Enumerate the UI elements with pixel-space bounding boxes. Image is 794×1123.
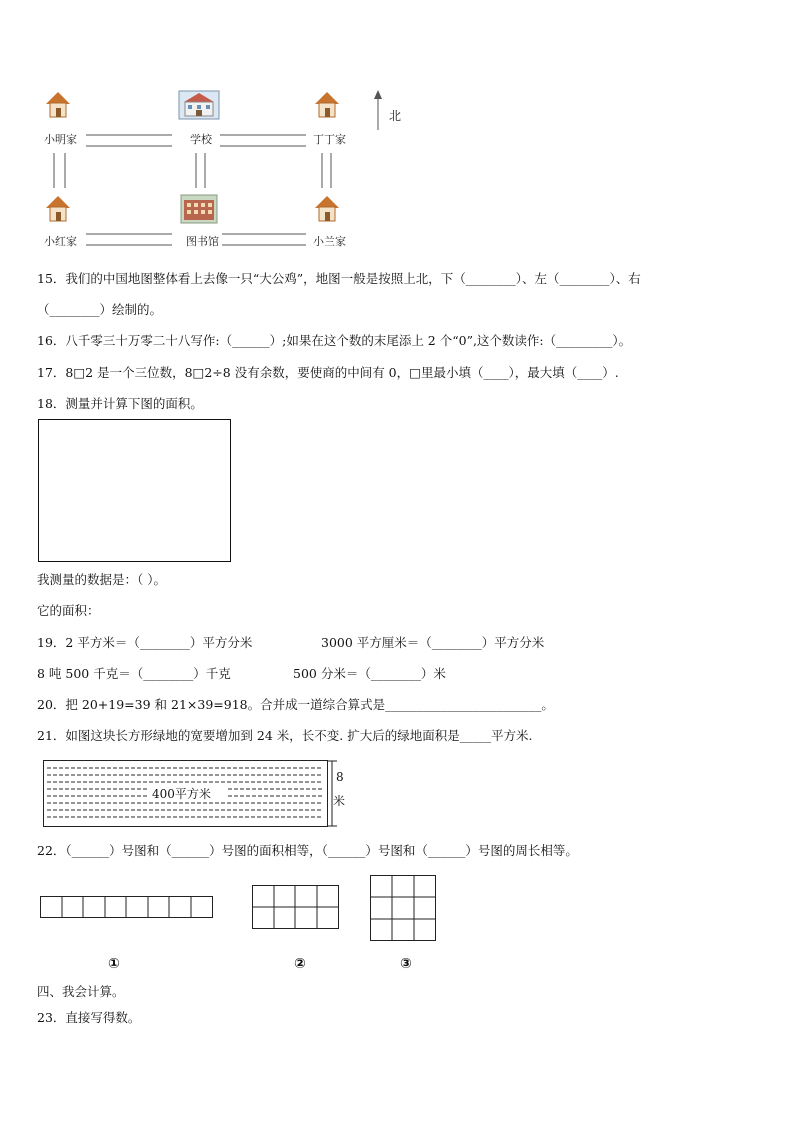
question-19-d: 500 分米＝（________）米 xyxy=(293,666,446,681)
figure-1-label: ① xyxy=(108,956,120,972)
map-roads xyxy=(0,0,794,260)
xiaolan-label: 小兰家 xyxy=(313,235,346,248)
xiaoming-label: 小明家 xyxy=(44,133,77,146)
question-19-c: 8 吨 500 千克＝（________）千克 xyxy=(37,666,231,681)
question-18-area: 它的面积： xyxy=(37,603,100,618)
xiaohong-label: 小红家 xyxy=(44,235,77,248)
figure-3-label: ③ xyxy=(400,956,412,972)
section-4-heading: 四、我会计算。 xyxy=(37,984,125,999)
school-label: 学校 xyxy=(190,133,212,146)
question-19-a: 19．2 平方米＝（________）平方分米 xyxy=(37,635,253,650)
question-19-b: 3000 平方厘米＝（________）平方分米 xyxy=(321,635,545,650)
question-22: 22．（______）号图和（______）号图的面积相等，（______）号图和（______）号图的周长相等。 xyxy=(37,843,578,858)
field-area-label: 400平方米 xyxy=(152,787,211,801)
question-21: 21．如图这块长方形绿地的宽要增加到 24 米，长不变. 扩大后的绿地面积是_____平方米. xyxy=(37,728,533,743)
question-18-title: 18．测量并计算下图的面积。 xyxy=(37,396,203,411)
measure-rectangle xyxy=(38,419,231,562)
dingding-label: 丁丁家 xyxy=(313,133,346,146)
question-15-line-1: 15．我们的中国地图整体看上去像一只“大公鸡”，地图一般是按照上北，下（________）、左（________）、右 xyxy=(37,271,641,286)
width-unit-label: 米 xyxy=(333,794,346,808)
library-label: 图书馆 xyxy=(186,235,219,248)
question-16: 16．八千零三十万零二十八写作:（______）;如果在这个数的末尾添上 2 个“0”,这个数读作:（_________）。 xyxy=(37,333,632,348)
figure-2-grid xyxy=(252,885,340,929)
question-15-line-2: （________）绘制的。 xyxy=(37,302,163,317)
question-17: 17．8□2 是一个三位数，8□2÷8 没有余数，要使商的中间有 0，□里最小填（____），最大填（____）. xyxy=(37,365,619,380)
question-20: 20．把 20+19=39 和 21×39=918。合并成一道综合算式是_________________________。 xyxy=(37,697,554,712)
question-18-measured: 我测量的数据是：（ ）。 xyxy=(37,572,166,587)
north-label: 北 xyxy=(389,109,402,123)
figure-3-grid xyxy=(370,875,437,942)
figure-2-label: ② xyxy=(294,956,306,972)
figure-1-grid xyxy=(40,896,215,919)
width-value-label: 8 xyxy=(336,770,344,784)
question-23: 23．直接写得数。 xyxy=(37,1010,141,1025)
